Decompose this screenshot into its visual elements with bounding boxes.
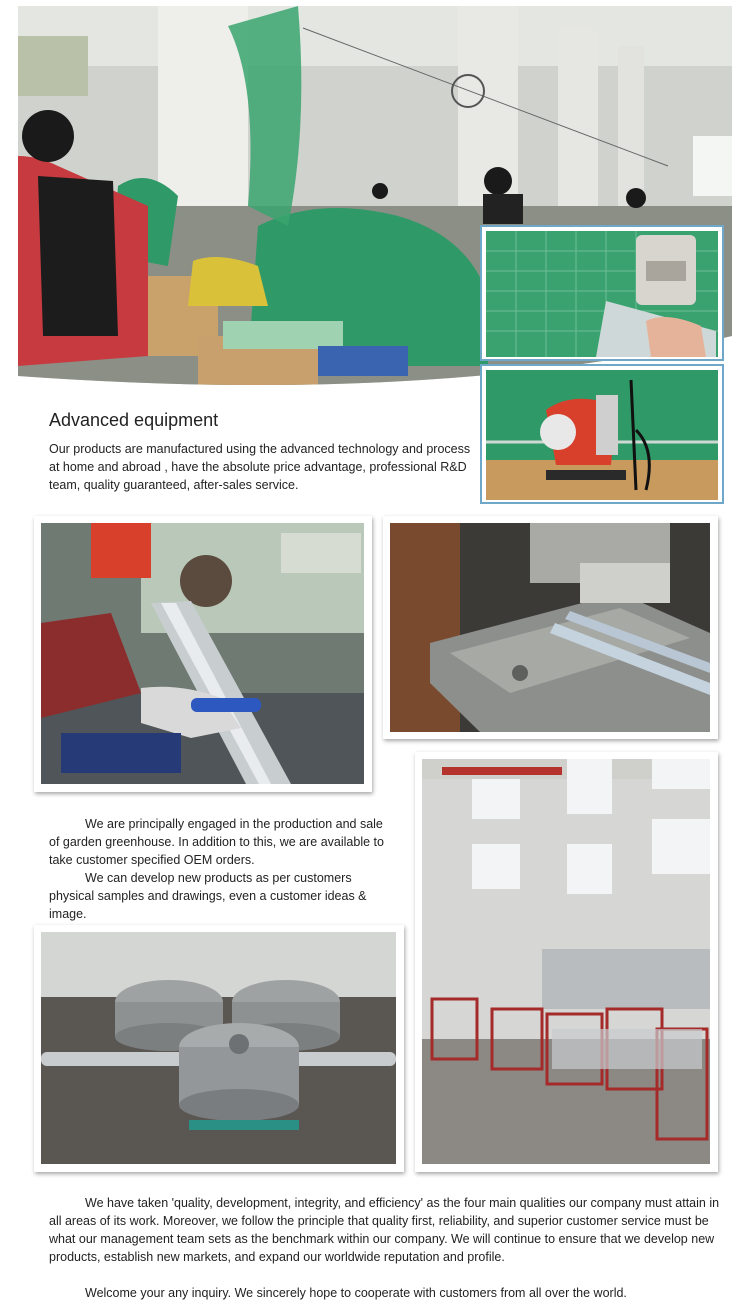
pipe-bending-photo — [41, 932, 396, 1164]
closing-paragraph-text: Welcome your any inquiry. We sincerely hope to cooperate with customers from all over the world. — [85, 1286, 627, 1300]
pipe-bending-photo-frame — [34, 925, 404, 1172]
cutting-machine-photo-frame — [480, 364, 724, 504]
business-description — [49, 815, 394, 923]
factory-warehouse-photo — [422, 759, 710, 1164]
pipe-cutting-photo — [41, 523, 364, 784]
business-paragraph-1: We are principally engaged in the production and sale of garden greenhouse. In addition to this, we are available to take customer specified OEM orders. — [49, 817, 384, 867]
quality-paragraph-text: We have taken 'quality, development, integrity, and efficiency' as the four main qualities our company must attain in all areas of its work. Moreover, we follow the principle that quality first, reliability, and superior customer service must be what our management team sets as the benchmark within our company. We will continue to ensure that we develop new products, establish new markets, and expand our worldwide reputation and profile. — [49, 1196, 720, 1264]
business-paragraph-2: We can develop new products as per customers physical samples and drawings, even a customer ideas & image. — [49, 871, 367, 921]
punch-press-photo — [390, 523, 710, 732]
intro-paragraph: Our products are manufactured using the advanced technology and process at home and abroad , have the absolute price advantage, professional R&D team, quality guaranteed, after-sales service. — [49, 442, 471, 492]
sewing-closeup-photo-frame — [480, 225, 724, 361]
factory-warehouse-photo-frame — [415, 752, 718, 1172]
closing-paragraph — [49, 1284, 729, 1302]
punch-press-photo-frame — [383, 516, 718, 739]
pipe-cutting-photo-frame — [34, 516, 372, 792]
section-heading: Advanced equipment — [49, 410, 219, 430]
quality-paragraph — [49, 1194, 729, 1266]
cutting-machine-photo — [486, 370, 718, 500]
sewing-closeup-photo — [486, 231, 718, 357]
